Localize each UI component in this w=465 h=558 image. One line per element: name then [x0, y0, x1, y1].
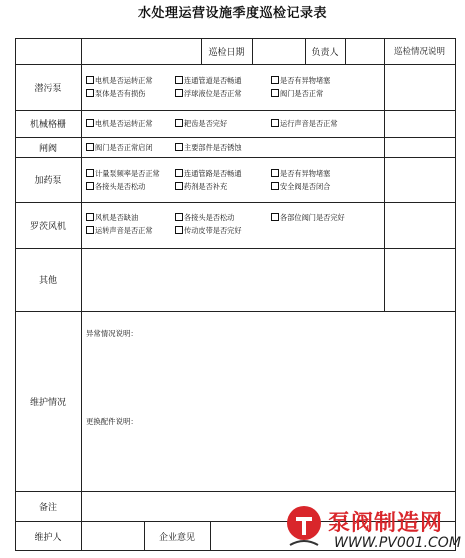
- result-desc-header: 巡检情况说明: [393, 47, 445, 57]
- check-item: 阀门是否正常启闭: [86, 142, 153, 153]
- checkbox[interactable]: [175, 89, 183, 97]
- abnormal-desc-label: 异常情况说明：: [86, 329, 138, 338]
- checkbox[interactable]: [86, 89, 94, 97]
- check-item: 运行声音是否正常: [271, 118, 338, 129]
- check-item: 各部位阀门是否完好: [271, 212, 345, 223]
- parts-desc-label: 更换配件说明：: [86, 417, 138, 426]
- check-item: 传动皮带是否完好: [175, 225, 242, 236]
- check-item: 各接头是否松动: [175, 212, 234, 223]
- checkbox[interactable]: [271, 213, 279, 221]
- check-item: 安全阀是否闭合: [271, 181, 330, 192]
- check-item: 计量泵频率是否正常: [86, 168, 160, 179]
- check-item: 电机是否运转正常: [86, 75, 153, 86]
- check-item: 浮球液位是否正常: [175, 88, 242, 99]
- row-label-remarks: 备注: [38, 502, 57, 513]
- checkbox[interactable]: [175, 76, 183, 84]
- checkbox[interactable]: [175, 119, 183, 127]
- checkbox[interactable]: [86, 182, 94, 190]
- watermark: [284, 505, 465, 558]
- check-item: 是否有异物堵塞: [271, 168, 330, 179]
- checkbox[interactable]: [271, 169, 279, 177]
- row-label-grille: 机械格栅: [29, 120, 66, 130]
- check-item: 连通管道是否畅通: [175, 75, 242, 86]
- checkbox[interactable]: [86, 213, 94, 221]
- checkbox[interactable]: [86, 226, 94, 234]
- page-title: 水处理运营设施季度巡检记录表: [137, 6, 327, 21]
- check-item: 电机是否运转正常: [86, 118, 153, 129]
- check-item: 风机是否缺油: [86, 212, 138, 223]
- responsible-field[interactable]: [345, 38, 384, 64]
- responsible-label: 负责人: [311, 47, 339, 58]
- checkbox[interactable]: [86, 169, 94, 177]
- checkbox[interactable]: [175, 143, 183, 151]
- checkbox[interactable]: [175, 226, 183, 234]
- checkbox[interactable]: [175, 182, 183, 190]
- row-label-maintainer: 维护人: [34, 532, 62, 543]
- check-item: 主要部件是否锈蚀: [175, 142, 242, 153]
- row-label-sewage-pump: 潜污泵: [34, 83, 62, 94]
- row-label-valve: 闸阀: [38, 143, 57, 154]
- row-label-other: 其他: [38, 276, 57, 286]
- check-item: 各接头是否松动: [86, 181, 145, 192]
- checkbox[interactable]: [271, 89, 279, 97]
- inspect-date-field[interactable]: [252, 38, 305, 64]
- checkbox[interactable]: [271, 182, 279, 190]
- company-opinion-label: 企业意见: [158, 532, 195, 543]
- check-item: 是否有异物堵塞: [271, 75, 330, 86]
- row-label-maintenance: 维护情况: [29, 397, 66, 408]
- row-label-dosing-pump: 加药泵: [34, 176, 62, 186]
- brand-logo-icon: [284, 505, 324, 551]
- check-item: 阀门是否正常: [271, 88, 323, 99]
- inspect-date-label: 巡检日期: [208, 47, 245, 58]
- checkbox[interactable]: [86, 119, 94, 127]
- checkbox[interactable]: [86, 76, 94, 84]
- check-item: 泵体是否有损伤: [86, 88, 145, 99]
- watermark-url: WWW.PV001.COM: [334, 535, 461, 551]
- checkbox[interactable]: [175, 213, 183, 221]
- check-item: 连通管路是否畅通: [175, 168, 242, 179]
- watermark-brand: 泵阀制造网: [328, 511, 444, 536]
- checkbox[interactable]: [175, 169, 183, 177]
- checkbox[interactable]: [86, 143, 94, 151]
- check-item: 药剂是否补充: [175, 181, 227, 192]
- checkbox[interactable]: [271, 76, 279, 84]
- check-item: 耙齿是否完好: [175, 118, 227, 129]
- check-item: 运转声音是否正常: [86, 225, 153, 236]
- row-label-roots-blower: 罗茨风机: [29, 221, 66, 232]
- checkbox[interactable]: [271, 119, 279, 127]
